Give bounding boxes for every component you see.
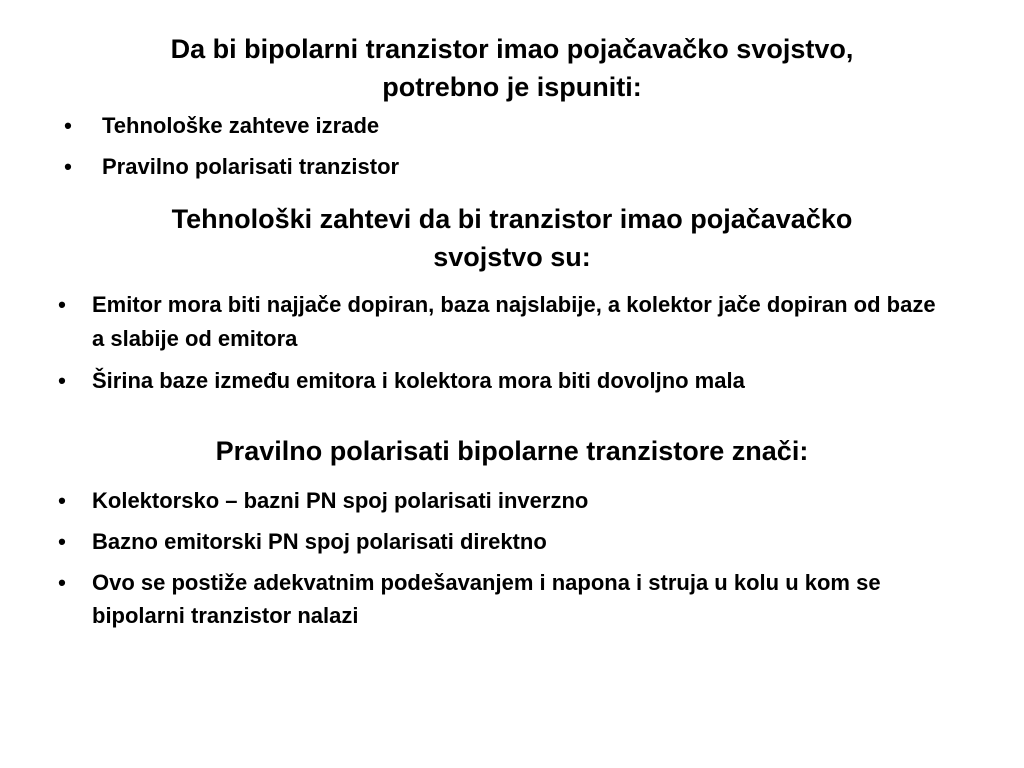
bullet-icon: •: [58, 488, 66, 513]
bullet-icon: •: [58, 368, 66, 393]
section-heading-line-2: svojstvo su:: [433, 242, 591, 272]
list-item: [52, 525, 942, 558]
list-item-text: Emitor mora biti najjače dopiran, baza najslabije, a kolektor jače dopiran od baze a slabije od emitora: [92, 292, 936, 351]
list-item: [58, 151, 938, 183]
bullet-icon: •: [58, 570, 66, 595]
section-heading-line-1: Tehnološki zahtevi da bi tranzistor imao pojačavačko: [171, 204, 853, 234]
slide-title-line-2: potrebno je ispuniti:: [382, 72, 642, 102]
requirements-list: [58, 110, 938, 192]
list-item: [58, 110, 938, 142]
list-item: [52, 566, 942, 632]
list-item-text: Bazno emitorski PN spoj polarisati direktno: [92, 529, 547, 554]
list-item: [52, 364, 942, 398]
bullet-icon: •: [58, 292, 66, 317]
list-item-text: Kolektorsko – bazni PN spoj polarisati inverzno: [92, 488, 589, 513]
list-item: [52, 288, 942, 356]
section-heading-polarization: [40, 432, 984, 470]
slide-title: [40, 30, 984, 106]
bullet-icon: •: [64, 154, 72, 179]
list-item-text: Širina baze između emitora i kolektora mora biti dovoljno mala: [92, 368, 745, 393]
list-item-text: Pravilno polarisati tranzistor: [102, 154, 400, 179]
slide-title-line-1: Da bi bipolarni tranzistor imao pojačavačko svojstvo,: [170, 34, 854, 64]
section-heading-technological: [40, 200, 984, 276]
bullet-icon: •: [58, 529, 66, 554]
bullet-icon: •: [64, 113, 72, 138]
list-item: [52, 484, 942, 517]
technological-requirements-list: [52, 288, 942, 406]
section-heading-text: Pravilno polarisati bipolarne tranzistore znači:: [215, 436, 809, 466]
list-item-text: Tehnološke zahteve izrade: [102, 113, 380, 138]
list-item-text: Ovo se postiže adekvatnim podešavanjem i napona i struja u kolu u kom se bipolarni tranzistor nalazi: [92, 570, 881, 628]
polarization-list: [52, 484, 942, 640]
